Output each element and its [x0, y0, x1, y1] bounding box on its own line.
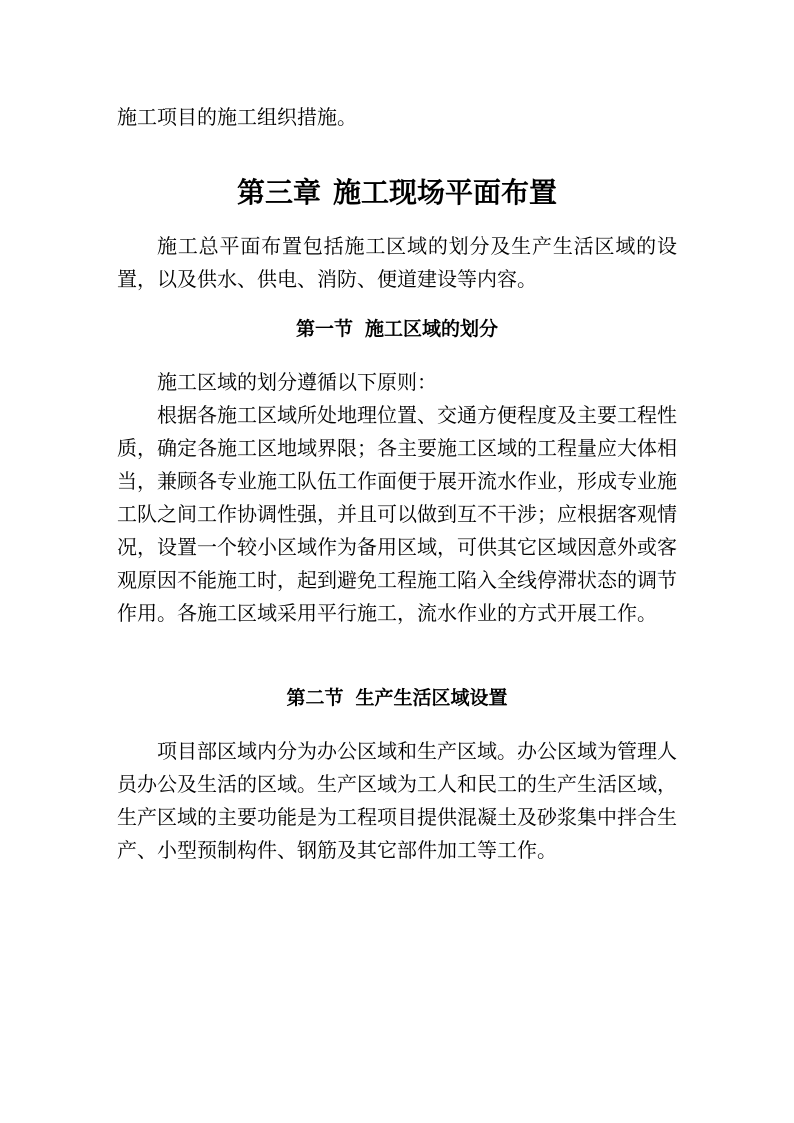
section-1-title: 施工区域的划分	[365, 318, 499, 340]
continuation-paragraph: 施工项目的施工组织措施。	[117, 105, 357, 129]
chapter-heading	[0, 173, 794, 213]
section-1-number: 第一节	[295, 318, 353, 340]
section-2-paragraph: 项目部区域内分为办公区域和生产区域。办公区域为管理人员办公及生活的区域。生产区域为工人和民工的生产生活区域，生产区域的主要功能是为工程项目提供混凝土及砂浆集中拌合生产、小型预制构件、钢筋及其它部件加工等工作。	[117, 739, 677, 862]
section-2-number: 第二节	[286, 687, 344, 709]
chapter-title: 施工现场平面布置	[333, 176, 558, 209]
chapter-number: 第三章	[236, 176, 321, 209]
section-1-heading	[0, 314, 794, 344]
section-2-heading	[0, 683, 794, 713]
section-2-title: 生产生活区域设置	[355, 687, 508, 709]
section-1-principles-paragraph: 根据各施工区域所处地理位置、交通方便程度及主要工程性质，确定各施工区地域界限；各主要施工区域的工程量应大体相当，兼顾各专业施工队伍工作面便于展开流水作业，形成专业施工队之间工作协调性强，并且可以做到互不干涉；应根据客观情况，设置一个较小区域作为备用区域，可供其它区域因意外或客观原因不能施工时，起到避免工程施工陷入全线停滞状态的调节作用。各施工区域采用平行施工，流水作业的方式开展工作。	[117, 403, 677, 625]
chapter-intro-paragraph: 施工总平面布置包括施工区域的划分及生产生活区域的设置，以及供水、供电、消防、便道建设等内容。	[117, 234, 677, 291]
section-1-intro-paragraph: 施工区域的划分遵循以下原则：	[157, 370, 437, 394]
